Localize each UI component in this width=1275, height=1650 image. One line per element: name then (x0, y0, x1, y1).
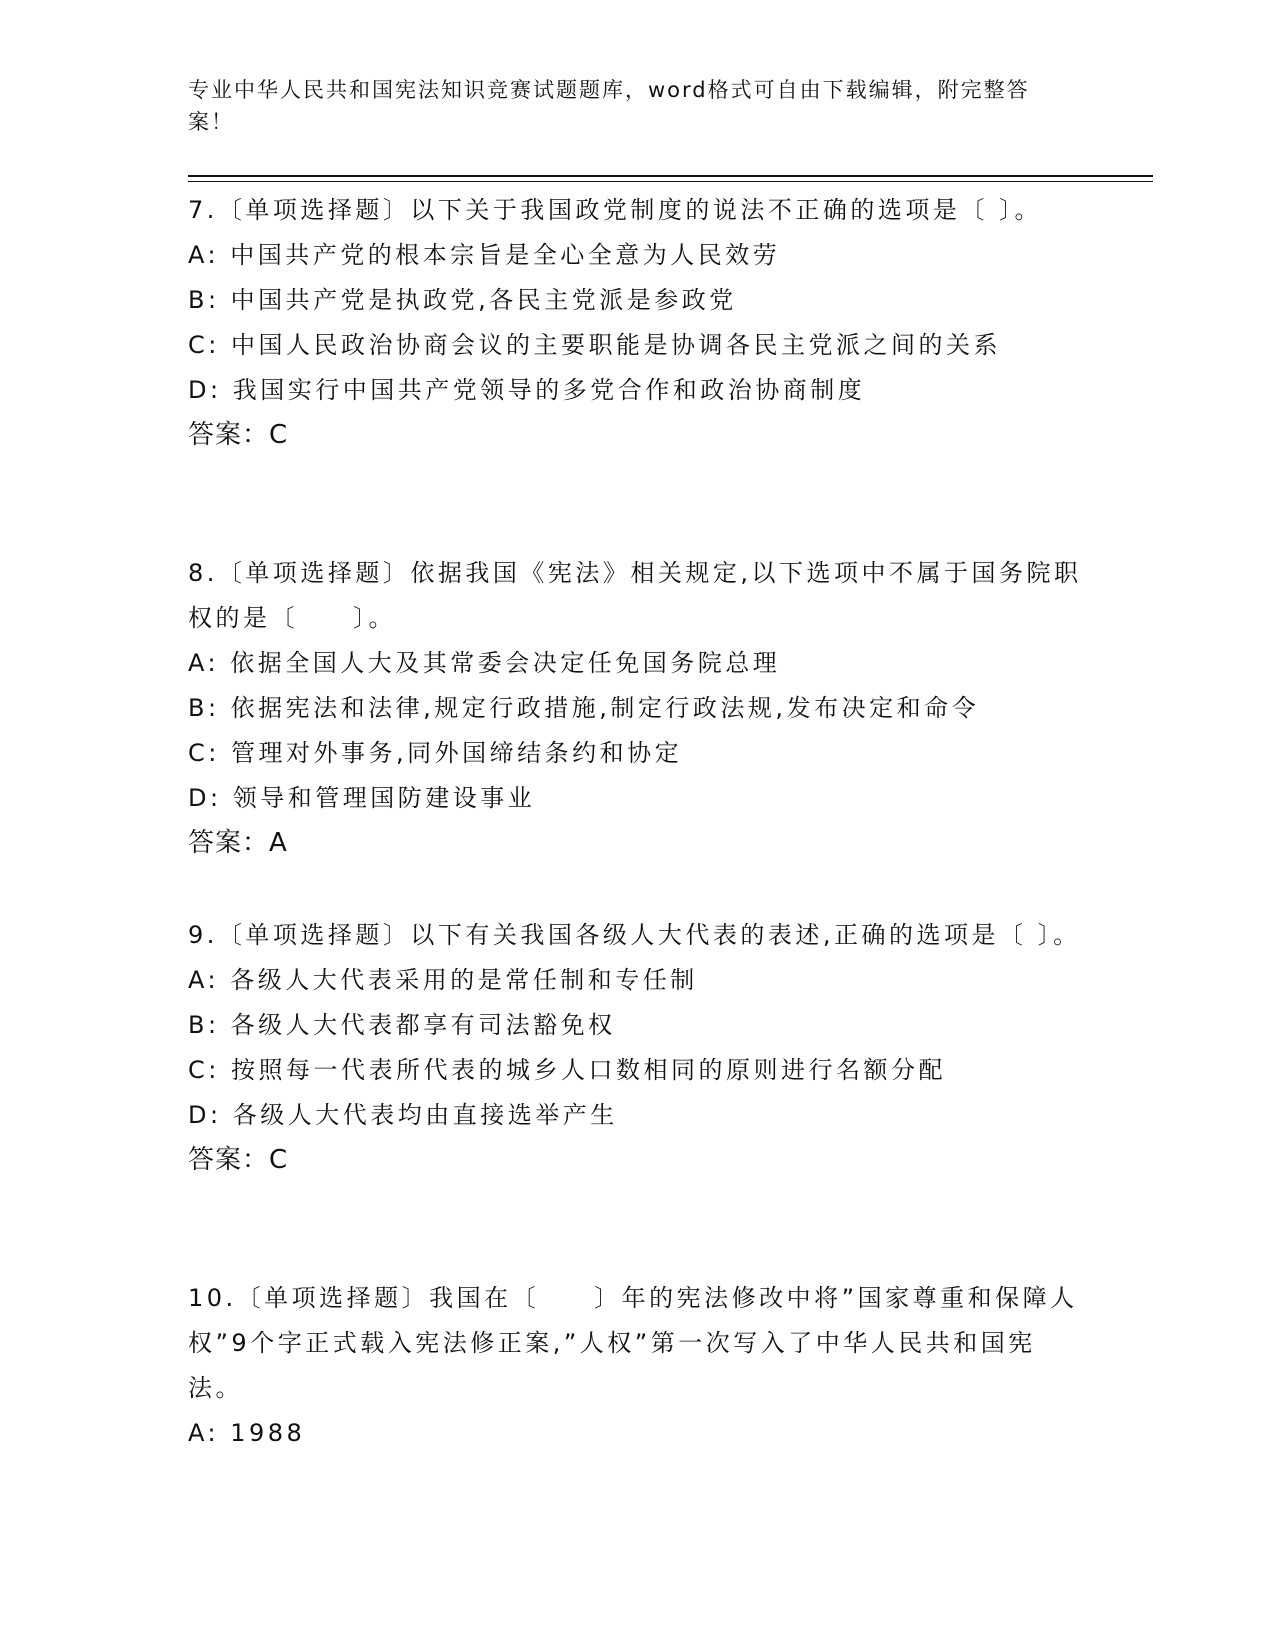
question-7 (188, 188, 1088, 458)
question-stem: 10.〔单项选择题〕我国在〔 〕年的宪法修改中将”国家尊重和保障人权”9个字正式载入宪法修正案,”人权”第一次写入了中华人民共和国宪法。 (188, 1284, 1078, 1402)
question-10 (188, 1276, 1088, 1456)
question-9 (188, 913, 1088, 1183)
question-stem: 8.〔单项选择题〕依据我国《宪法》相关规定,以下选项中不属于国务院职权的是〔 〕。 (188, 559, 1082, 632)
header-divider-thick (188, 175, 1153, 177)
header-divider-thin (188, 181, 1153, 182)
option-c: C: 管理对外事务,同外国缔结条约和协定 (188, 739, 683, 767)
option-b: B: 各级人大代表都享有司法豁免权 (188, 1011, 616, 1039)
option-a: A: 中国共产党的根本宗旨是全心全意为人民效劳 (188, 241, 781, 269)
option-b: B: 中国共产党是执政党,各民主党派是参政党 (188, 286, 737, 314)
option-a: A: 各级人大代表采用的是常任制和专任制 (188, 966, 698, 994)
option-c: C: 按照每一代表所代表的城乡人口数相同的原则进行名额分配 (188, 1056, 946, 1084)
question-stem: 7.〔单项选择题〕以下关于我国政党制度的说法不正确的选项是〔 〕。 (188, 196, 1043, 224)
header-text: 专业中华人民共和国宪法知识竞赛试题题库，word格式可自由下载编辑，附完整答案！ (188, 78, 1030, 134)
option-c: C: 中国人民政治协商会议的主要职能是协调各民主党派之间的关系 (188, 331, 1001, 359)
option-d: D: 各级人大代表均由直接选举产生 (188, 1101, 618, 1129)
option-a: A: 依据全国人大及其常委会决定任免国务院总理 (188, 649, 781, 677)
answer: 答案：C (188, 420, 289, 450)
option-a: A: 1988 (188, 1419, 306, 1447)
option-b: B: 依据宪法和法律,规定行政措施,制定行政法规,发布决定和命令 (188, 694, 980, 722)
question-stem: 9.〔单项选择题〕以下有关我国各级人大代表的表述,正确的选项是〔 〕。 (188, 921, 1081, 949)
option-d: D: 我国实行中国共产党领导的多党合作和政治协商制度 (188, 376, 866, 404)
answer: 答案：C (188, 1145, 289, 1175)
question-8 (188, 551, 1088, 866)
answer: 答案：A (188, 828, 288, 858)
option-d: D: 领导和管理国防建设事业 (188, 784, 536, 812)
document-header (188, 74, 1068, 138)
